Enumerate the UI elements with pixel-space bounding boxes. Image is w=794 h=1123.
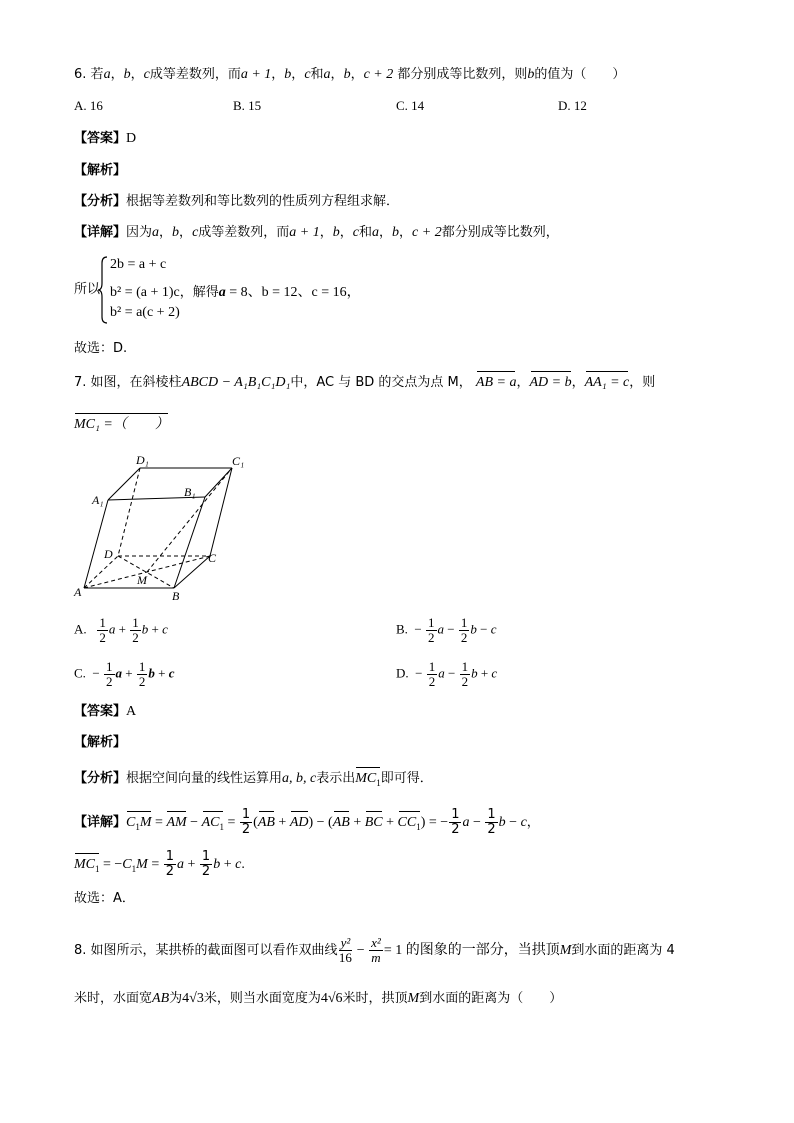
q7-jiexi: 【解析】 — [74, 735, 127, 750]
q7-xiangjie: 【详解】$C_1M$ = AM − $AC_1$ = $\frac{1}{2}$ (AB + AD) − (AB + BC + $CC_1$) = − $\frac{1}{2}$ a − $\frac{1}{2}$ b − c， — [74, 807, 540, 837]
q6-equation-system — [74, 255, 474, 325]
q7-option-c: C. − $\frac{1}{2}$ a + $\frac{1}{2}$ b + c — [74, 659, 175, 689]
q7-option-a: A. $\frac{1}{2}$ a + $\frac{1}{2}$ b + c — [74, 615, 168, 645]
q7-answer: 【答案】A — [74, 704, 137, 719]
q6-stem: 6. 若a，b，c成等差数列，而a + 1，b，c和a，b，c + 2 都分别成等比数列，则b的值为（ ） — [74, 67, 626, 82]
q7-option-b: B. − $\frac{1}{2}$ a − $\frac{1}{2}$ b − c — [396, 615, 497, 645]
label-m: M — [137, 573, 147, 587]
prism-figure — [70, 450, 250, 610]
q8-stem: 8. 如图所示，某拱桥的截面图可以看作双曲线 $\frac{\text{y²}}{16}$ − $\frac{\text{x²}}{m}$ = 1 的图象的一部分，当拱顶M到水面的距离为 4 — [74, 935, 675, 965]
label-d1: D₁ — [136, 453, 149, 467]
q6-fenxi: 【分析】根据等差数列和等比数列的性质列方程组求解． — [74, 194, 400, 209]
q6-option-a: A. 16 — [74, 98, 103, 113]
label-b1: B₁ — [184, 485, 196, 499]
left-brace-icon — [97, 255, 109, 325]
q7-stem-2: MC₁ =（ ） — [74, 417, 169, 432]
q7-option-d: D. − $\frac{1}{2}$ a − $\frac{1}{2}$ b + c — [396, 659, 498, 689]
label-c: C — [208, 551, 217, 565]
label-c1: C₁ — [232, 454, 245, 468]
q6-eq2: b² = (a + 1)c，解得a = 8、b = 12、c = 16， — [110, 285, 361, 300]
label-a: A — [74, 585, 82, 599]
label-b: B — [172, 589, 180, 603]
q6-eq3: b² = a(c + 2) — [110, 305, 180, 320]
q6-guxuan: 故选：D. — [74, 341, 128, 356]
q6-option-d: D. 12 — [558, 98, 587, 113]
q6-answer: 【答案】D — [74, 131, 137, 146]
q7-guxuan: 故选：A． — [74, 891, 135, 906]
label-a1: A₁ — [92, 493, 104, 507]
q7-result: $MC_1 = -C_1M$ = $\frac{1}{2}$ a + $\frac{1}{2}$ b + c. — [74, 849, 245, 879]
q6-eq1: 2b = a + c — [110, 257, 167, 272]
q6-option-b: B. 15 — [233, 98, 262, 113]
q6-option-c: C. 14 — [396, 98, 425, 113]
q6-xiangjie: 【详解】因为a，b，c成等差数列，而a + 1，b，c和a，b，c + 2都分别成等比数列， — [74, 225, 559, 240]
q6-suoyi: 所以 — [74, 282, 101, 297]
q7-stem: 7. 如图，在斜棱柱ABCD − A₁B₁C₁D₁中，AC 与 BD 的交点为点 M， AB = a，AD = b，AA₁ = c，则 — [74, 375, 656, 390]
q8-stem-2: 米时，水面宽AB为4√3米，则当水面宽度为4√6米时，拱顶M到水面的距离为（ ） — [74, 991, 563, 1006]
q6-jiexi: 【解析】 — [74, 163, 127, 178]
label-d: D — [104, 547, 113, 561]
q7-fenxi: 【分析】根据空间向量的线性运算用a, b, c表示出$MC_1$即可得． — [74, 770, 433, 792]
